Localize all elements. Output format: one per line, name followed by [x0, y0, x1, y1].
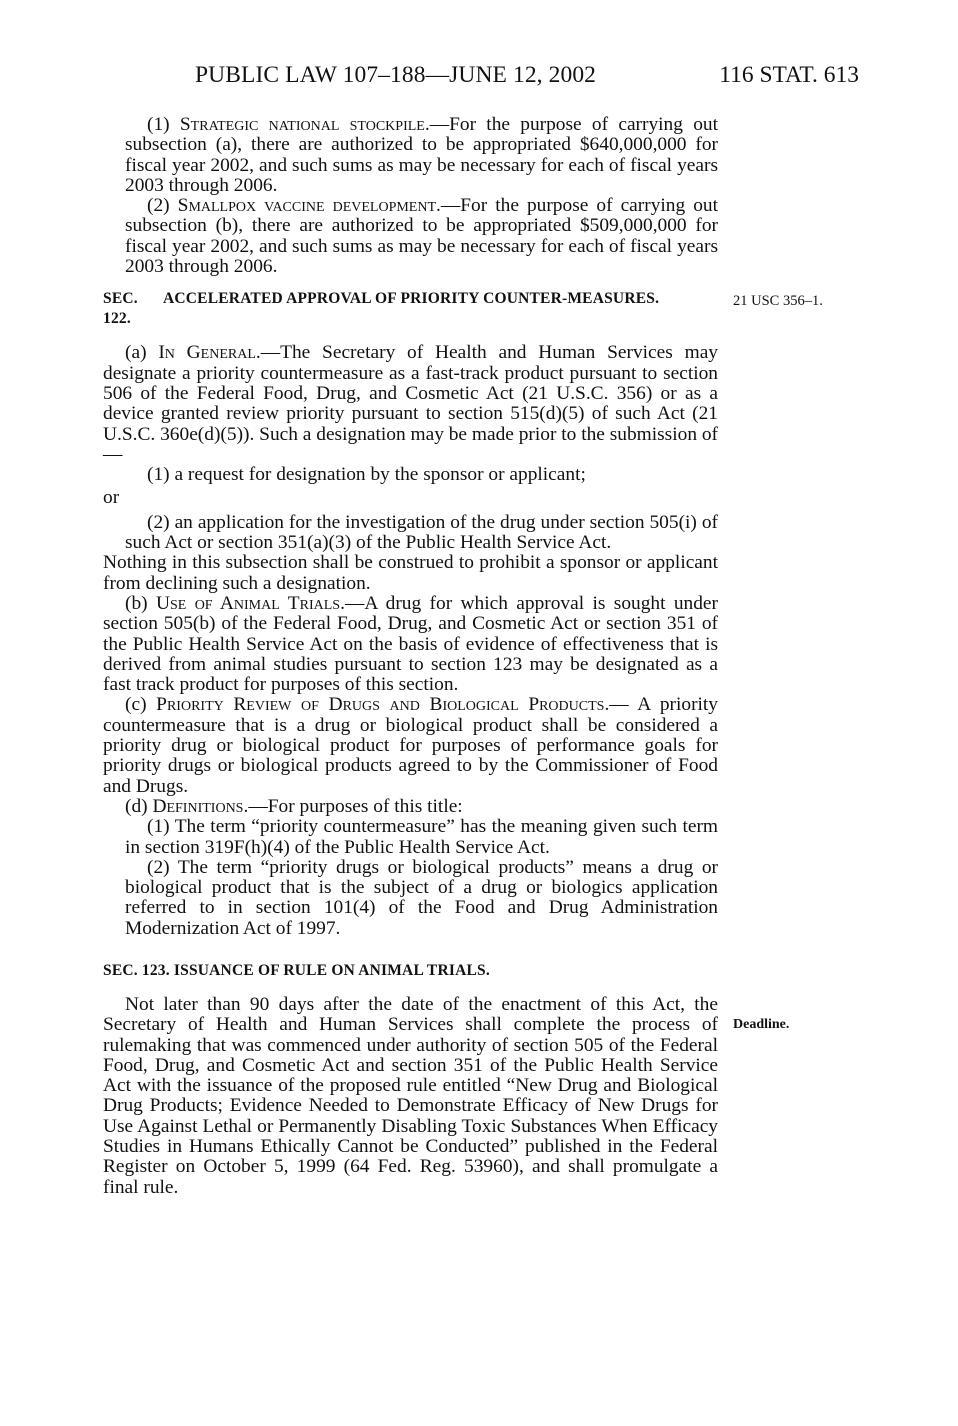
- subsection-text: —For purposes of this title:: [248, 795, 463, 817]
- paragraph-smallpox-vaccine: [103, 196, 718, 277]
- subsection-a-item-2: (2) an application for the investigation of the drug under section 505(i) of such Act or section 351(a)(3) of the Public Health Service Act.: [125, 511, 718, 554]
- section-123-text: Not later than 90 days after the date of the enactment of this Act, the Secretary of Health and Human Services shall complete the process of rulemaking that was commenced under authority of section 505 of the Federal Food, Drug, and Cosmetic Act and section 351 of the Public Health Service Act with the issuance of the proposed rule entitled “New Drug and Biological Drug Products; Evidence Needed to Demonstrate Efficacy of New Drugs for Use Against Lethal or Permanently Disabling Toxic Substances When Efficacy Studies in Humans Ethically Cannot be Conducted” published in the Federal Register on October 5, 1999 (64 Fed. Reg. 53960), and shall promulgate a final rule.: [103, 993, 718, 1198]
- public-law-header: PUBLIC LAW 107–188—JUNE 12, 2002: [195, 62, 597, 88]
- document-body: [103, 115, 718, 1198]
- paragraph-label: (1): [147, 114, 180, 135]
- section-number: SEC. 122.: [103, 290, 138, 328]
- subsection-a: [103, 343, 718, 465]
- definition-priority-drugs: (2) The term “priority drugs or biological products” means a drug or biological product that is the subject of a drug or biologics application referred to in section 101(4) of the Food and Drug Administration Modernization Act of 1997.: [125, 856, 718, 939]
- subsection-label: (b): [125, 592, 156, 614]
- section-title: ACCELERATED APPROVAL OF PRIORITY COUNTER-MEASURES.: [163, 290, 660, 308]
- subsection-label: (d): [125, 795, 153, 817]
- subsection-c: [103, 695, 718, 796]
- subsection-b: [103, 594, 718, 695]
- subsection-text: —A drug for which approval is sought under section 505(b) of the Federal Food, Drug, and Cosmetic Act or section 351 of the Public Health Service Act on the basis of evidence of effectiveness that is derived from animal studies pursuant to section 123 may be designated as a fast track product for purposes of this section.: [103, 592, 719, 696]
- subsection-a-or: or: [103, 487, 120, 509]
- subsection-a-closing: Nothing in this subsection shall be construed to prohibit a sponsor or applicant from declining such a designation.: [103, 552, 718, 594]
- paragraph-heading: Smallpox vaccine development.: [177, 195, 441, 217]
- subsection-d: [103, 797, 718, 817]
- paragraph-heading: Strategic national stockpile.: [179, 114, 430, 135]
- paragraph-strategic-stockpile: [103, 115, 718, 196]
- subsection-text: — A priority countermeasure that is a drug or biological product shall be considered a priority drug or biological product for purposes of performance goals for priority drugs or biological products agreed to by the Commissioner of Food and Drugs.: [103, 694, 718, 797]
- paragraph-label: (2): [147, 195, 178, 217]
- subsection-heading: Use of Animal Trials.: [155, 592, 345, 614]
- subsection-text: —The Secretary of Health and Human Services may designate a priority countermeasure as a fast-track product pursuant to section 506 of the Federal Food, Drug, and Cosmetic Act (21 U.S.C. 356) or as a device granted review priority pursuant to section 515(d)(5) of such Act (21 U.S.C. 360e(d)(5)). Such a designation may be made prior to the submission of—: [103, 342, 719, 465]
- section-122-heading: [103, 289, 718, 329]
- paragraph-text: —For the purpose of carrying out subsection (a), there are authorized to be appropriated $640,000,000 for fiscal year 2002, and such sums as may be necessary for each of fiscal years 2003 through 2006.: [125, 114, 718, 196]
- paragraph-text: —For the purpose of carrying out subsection (b), there are authorized to be appropriated $509,000,000 for fiscal year 2002, and such sums as may be necessary for each of fiscal years 2003 through 2006.: [125, 195, 718, 278]
- statute-page-number: 116 STAT. 613: [719, 62, 859, 88]
- usc-citation-margin-note: 21 USC 356–1.: [733, 293, 823, 309]
- subsection-label: (a): [125, 342, 159, 364]
- subsection-a-item-1: (1) a request for designation by the sponsor or applicant;: [147, 464, 586, 486]
- definition-priority-countermeasure: (1) The term “priority countermeasure” has the meaning given such term in section 319F(h)(4) of the Public Health Service Act.: [125, 816, 718, 858]
- subsection-heading: Priority Review of Drugs and Biological Products.: [156, 694, 610, 716]
- subsection-heading: In General.: [158, 342, 261, 364]
- subsection-label: (c): [125, 694, 157, 716]
- page-header: [195, 62, 859, 92]
- section-123-heading: SEC. 123. ISSUANCE OF RULE ON ANIMAL TRIALS.: [103, 961, 490, 979]
- subsection-heading: Definitions.: [152, 795, 249, 817]
- deadline-margin-note: Deadline.: [733, 1017, 790, 1032]
